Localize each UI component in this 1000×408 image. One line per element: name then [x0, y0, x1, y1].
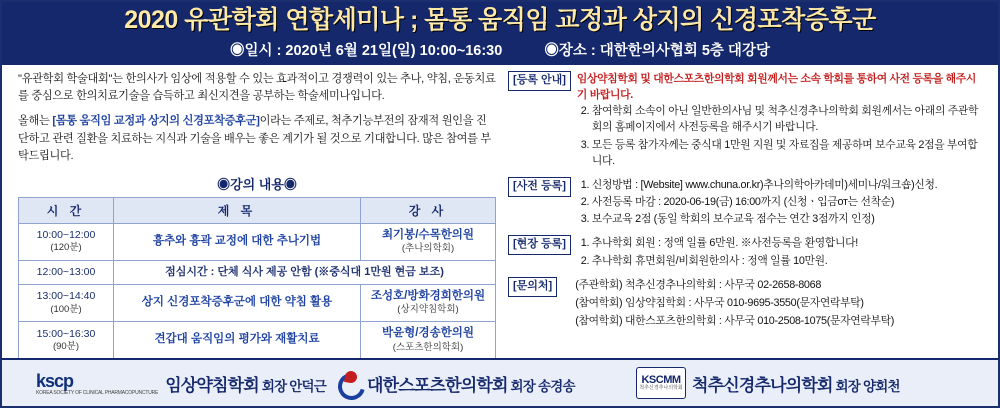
kscp-logo-icon — [36, 371, 158, 396]
intro-p2-tail: 이라는 주제로, 척추기능부전의 잠재적 원인을 진단하고 관련 질환을 치료하는 지식과 기술을 배우는 좋은 계기가 될 것으로 기대합니다. 많은 참여를 부탁드립니다. — [18, 115, 491, 163]
org-kscp-name-rest: 회장 안덕근 — [258, 378, 327, 394]
event-date: ◉일시 : 2020년 6월 21일(일) 10:00~16:30 — [230, 42, 503, 59]
pre-registration-tag: [사전 등록] — [508, 177, 571, 197]
row-topic: 견갑대 움직임의 평가와 재활치료 — [114, 322, 361, 359]
left-column — [10, 71, 502, 353]
registration-guide-lead: 임상약침학회 및 대한스포츠한의학회 회원께서는 소속 학회를 통하여 사전 등록을 해주시기 바랍니다. — [576, 72, 976, 101]
pre-registration-list — [577, 177, 982, 228]
org-kscmm-name-strong: 척추신경추나의학회 — [692, 375, 833, 395]
org-kscmm-name — [692, 371, 900, 396]
kscp-logo-text: kscp — [36, 370, 74, 391]
page-title: 2020 유관학회 연합세미나 ; 몸통 움직임 교정과 상지의 신경포착증후군 — [124, 6, 876, 34]
onsite-registration-tag: [현장 등록] — [508, 235, 571, 255]
row-lecturer-name: 최기봉/수목한의원 — [381, 228, 475, 241]
org-kscmm — [636, 367, 996, 399]
intro-text — [18, 71, 496, 166]
org-kscp-name — [165, 371, 326, 396]
registration-guide-text — [577, 71, 982, 170]
column-header-time: 시 간 — [19, 197, 114, 223]
contact-text — [563, 277, 982, 332]
list-item: (참여학회) 대한스포츠한의학회 : 사무국 010-2508-1075(문자연락부탁) — [575, 315, 895, 328]
row-lecturer-name: 박윤형/경송한의원 — [381, 327, 475, 340]
table-row — [19, 322, 496, 359]
row-time-duration: (100분) — [50, 303, 82, 315]
event-place: ◉장소 : 대한한의사협회 5층 대강당 — [544, 42, 770, 59]
schedule-table — [18, 197, 496, 360]
pre-registration-text — [577, 177, 982, 229]
row-topic: 상지 신경포착증후군에 대한 약침 활용 — [114, 284, 361, 321]
intro-theme-highlight: [몸통 움직임 교정과 상지의 신경포착증후군] — [52, 115, 260, 128]
org-sports — [336, 370, 636, 396]
list-item: 1. 신청방법 : [Website] www.chuna.or.kr)추나의학아카데미)세미나/워크숍)신청. — [592, 177, 982, 193]
list-item: 1. 추나학회 회원 : 정액 일률 6만원. ※사전등록을 환영합니다! — [592, 235, 982, 251]
contact-block — [508, 277, 982, 332]
poster-footer — [2, 358, 998, 406]
contact-tag: [문의처] — [508, 277, 557, 297]
row-time-main: 10:00~12:00 — [36, 229, 96, 242]
column-header-topic: 제 목 — [114, 197, 361, 223]
list-item: 2. 참여학회 소속이 아닌 일반한의사님 및 척추신경추나의학회 회원께서는 아래의 주관학회의 홈페이지에서 사전등록을 해주시기 바랍니다. — [592, 103, 982, 135]
registration-guide-tag: [등록 안내] — [508, 71, 571, 91]
intro-paragraph-2 — [18, 113, 496, 165]
poster-header — [2, 2, 998, 65]
org-kscp-name-strong: 임상약침학회 — [165, 375, 259, 395]
lunch-time: 12:00~13:00 — [19, 260, 114, 284]
list-item: 3. 보수교육 2점 (동일 학회의 보수교육 점수는 연간 3점까지 인정) — [592, 211, 982, 227]
lunch-note: 점심시간 : 단체 식사 제공 안함 (※중식대 1만원 현금 보조) — [114, 260, 496, 284]
onsite-registration-block — [508, 235, 982, 269]
row-lecturer — [361, 322, 496, 359]
row-time-main: 15:00~16:30 — [36, 327, 96, 340]
onsite-registration-text — [577, 235, 982, 269]
table-header-row — [19, 197, 496, 223]
pre-registration-block — [508, 177, 982, 229]
org-sports-name-strong: 대한스포츠한의학회 — [367, 375, 508, 395]
org-kscmm-name-rest: 회장 양회천 — [832, 378, 900, 394]
row-lecturer — [361, 284, 496, 321]
registration-guide-list — [577, 103, 982, 169]
table-row — [19, 223, 496, 260]
row-time-duration: (120분) — [50, 242, 82, 254]
list-item: 2. 사전등록 마감 : 2020-06-19(금) 16:00까지 (신청ㆍ입금от는 선착순) — [592, 194, 982, 210]
row-lecturer-name: 조성호/방화경희한의원 — [370, 289, 486, 302]
kscmm-logo-text: KSCMM — [641, 373, 681, 386]
row-lecturer-affiliation: (스포츠한의학회) — [392, 341, 464, 353]
row-time — [19, 322, 114, 359]
row-lecturer-affiliation: (추나의학회) — [401, 243, 455, 255]
sports-logo-icon — [336, 370, 362, 396]
schedule-section-title: ◉강의 내용◉ — [217, 176, 297, 192]
registration-guide-block — [508, 71, 982, 170]
row-time — [19, 223, 114, 260]
poster-body — [2, 65, 998, 353]
row-time-duration: (90분) — [52, 340, 80, 352]
contact-list — [563, 277, 982, 330]
list-item: 3. 모든 등록 참가자께는 중식대 1만원 지원 및 자료집을 제공하며 보수교육 2점을 부여합니다. — [592, 137, 982, 169]
kscmm-logo-icon — [636, 367, 686, 399]
row-lecturer — [361, 223, 496, 260]
org-sports-name-rest: 회장 송경송 — [507, 378, 575, 394]
kscmm-logo-subtext: 척추신경추나의학회 — [639, 384, 683, 391]
org-kscp — [2, 371, 336, 396]
list-item: 2. 추나학회 휴면회원/비회원한의사 : 정액 일률 10만원. — [592, 253, 982, 269]
header-subline — [2, 39, 998, 60]
row-time — [19, 284, 114, 321]
table-row — [19, 284, 496, 321]
intro-p2-lead: 올해는 — [18, 115, 53, 128]
kscp-logo-subtext: KOREA SOCIETY OF CLINICAL PHARMACOPUNCTURE — [36, 389, 159, 396]
row-time-main: 13:00~14:40 — [36, 290, 96, 303]
row-topic: 흉추와 흉곽 교정에 대한 추나기법 — [114, 223, 361, 260]
table-row-lunch — [19, 260, 496, 284]
right-column — [502, 71, 986, 341]
row-lecturer-affiliation: (상지약침학회) — [397, 304, 459, 316]
intro-paragraph-1: "유관학회 학술대회"는 한의사가 임상에 적용할 수 있는 효과적이고 경쟁력이 있는 추나, 약침, 운동치료를 중심으로 한의치료기술을 습득하고 최신지견을 공부하는 학술세미나입니다. — [18, 72, 496, 103]
column-header-lecturer: 강 사 — [361, 197, 496, 223]
onsite-registration-list — [577, 235, 982, 268]
org-sports-name — [367, 371, 575, 396]
list-item: (주관학회) 척추신경추나의학회 : 사무국 02-2658-8068 — [575, 278, 822, 291]
list-item: (참여학회) 임상약침학회 : 사무국 010-9695-3550(문자연락부탁) — [575, 297, 864, 309]
